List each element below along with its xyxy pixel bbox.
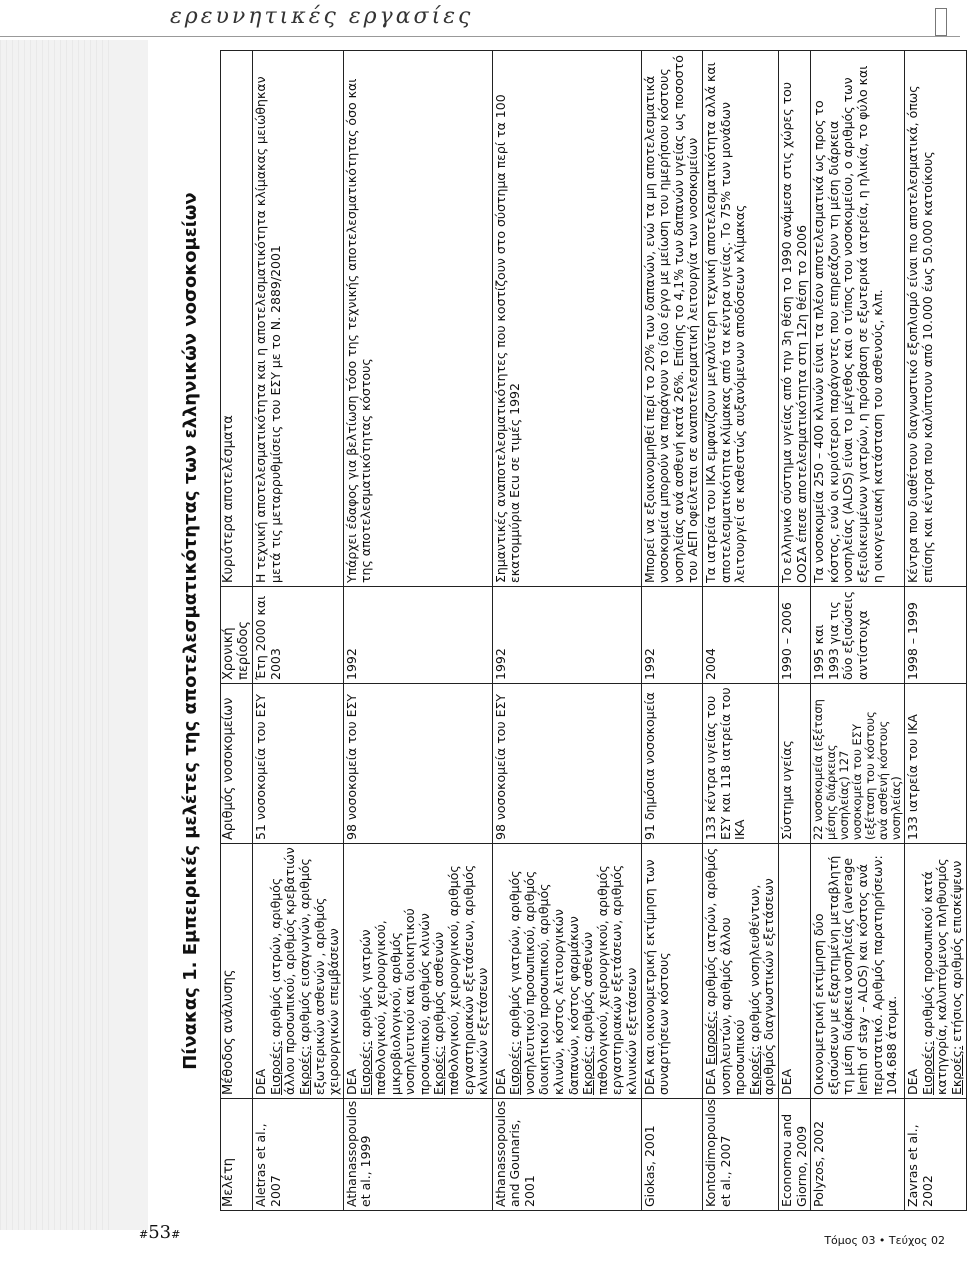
study-cell: Economou and Giorno, 2009	[778, 1099, 810, 1211]
outputs-label: Εκροές:	[948, 1045, 964, 1095]
header-period: Χρονική περίοδος	[221, 587, 253, 684]
hospitals-cell: Σύστημα υγείας	[778, 684, 810, 844]
hospitals-cell: 22 νοσοκομεία (εξέταση μέσης διάρκειας νοσηλείας) 127 νοσοκομεία του ΕΣΥ (εξέταση του κόστους ανά ασθενή κόστους νοσηλείας)	[811, 684, 905, 844]
header-study: Μελέτη	[221, 1099, 253, 1211]
method-cell: DEA και οικονομετρική εκτίμηση των συναρτήσεων κόστους	[641, 844, 702, 1099]
table-row	[492, 51, 641, 1211]
hospitals-cell: 91 δημόσια νοσοκομεία	[641, 684, 702, 844]
method-name: DEA	[905, 1068, 921, 1095]
results-cell: Μπορεί να εξοικονομηθεί περί το 20% των δαπανών, ενώ τα μη αποτελεσματικά νοσοκομεία μπορούν να παράγουν το ίδιο έργο με μείωση του ημερήσιου κόστους νοσηλείας ανά ασθενή κατά 26%. Επίσης το 4,1% των δαπανών υγείας ως ποσοστό του ΑΕΠ οφείλεται σε αναποτελεσματική λειτουργία των νοσοκομείων	[641, 51, 702, 587]
inputs-label: Εισροές:	[507, 1041, 523, 1095]
table-row	[253, 51, 344, 1211]
header-results: Κυριότερα αποτελέσματα	[221, 51, 253, 587]
study-cell: Giokas, 2001	[641, 1099, 702, 1211]
page-number-value: 53	[148, 1222, 172, 1243]
inputs-label: Εισροές:	[919, 1041, 935, 1095]
results-cell: Τα νοσοκομεία 250 – 400 κλινών είναι τα πλέον αποτελεσματικά ως προς το κόστος, ενώ οι κυριότεροι παράγοντες που επηρεάζουν τη μέση διάρκεια νοσηλείας (ALOS) είναι το μέγεθος και ο τύπος του νοσοκομείου, ο αριθμός των εξειδικευμένων γιατρών, η πρόσβαση σε εξωτερικά ιατρεία, η ηλικία, το φύλο και η οικογενειακή κατάσταση του ασθενούς, κλπ.	[811, 51, 905, 587]
method-cell	[703, 844, 779, 1099]
period-cell: 1990 – 2006	[778, 587, 810, 684]
table-row	[811, 51, 905, 1211]
page-number	[139, 1222, 180, 1243]
period-cell: 1992	[343, 587, 492, 684]
outputs-text: αριθμός ασθενών παθολογικού, χειρουργικού, αριθμός εργαστηριακών εξετάσεων, αριθμός κλινικών εξετάσεων	[431, 864, 491, 1095]
hospitals-cell: 98 νοσοκομεία του ΕΣΥ	[343, 684, 492, 844]
header-rule	[0, 36, 960, 37]
inputs-label: Εισροές:	[267, 1041, 283, 1095]
inputs-text: αριθμός γιατρών παθολογικού, χειρουργικού, μικροβιολογικού, αριθμός νοσηλευτικού και διοικητικού προσωπικού, αριθμός κλινών	[358, 908, 432, 1095]
studies-table	[220, 50, 967, 1211]
inputs-label: Εισροές:	[358, 1041, 374, 1095]
table-caption: Πίνακας 1. Εμπειρικές μελέτες της αποτελεσματικότητας των ελληνικών νοσοκομείων	[180, 192, 201, 1070]
rotated-table-block	[160, 51, 964, 1211]
results-cell: Κέντρα που διαθέτουν διαγνωστικό εξοπλισμό είναι πιο αποτελεσματικά, όπως επίσης και κέντρα που καλύπτουν από 10.000 έως 50.000 κατοίκους	[905, 51, 966, 587]
period-cell: Έτη 2000 και 2003	[253, 587, 344, 684]
method-name: DEA	[703, 1068, 718, 1095]
method-cell: Οικονομετρική εκτίμηση δύο εξισώσεων με εξαρτημένη μεταβλητή τη μέση διάρκεια νοσηλείας (average lenth of stay – ALOS) και κόστος ανά περιστατικό. Αριθμός παρατηρήσεων: 104.688 άτομα.	[811, 844, 905, 1099]
study-cell: Polyzos, 2002	[811, 1099, 905, 1211]
inputs-text: αριθμός προσωπικού κατά κατηγορία, καλυπτόμενος πληθυσμός	[919, 858, 950, 1095]
hospitals-cell: 133 ιατρεία του ΙΚΑ	[905, 684, 966, 844]
table-header-row	[221, 51, 253, 1211]
method-name: DEA	[253, 1068, 269, 1095]
method-cell	[253, 844, 344, 1099]
hospitals-cell: 133 κέντρα υγείας του ΕΣΥ και 118 ιατρεία του ΙΚΑ	[703, 684, 779, 844]
table-row	[641, 51, 702, 1211]
header-hospitals: Αριθμός νοσοκομείων	[221, 684, 253, 844]
method-cell	[343, 844, 492, 1099]
section-header-text: ερευνητικές εργασίες	[170, 4, 474, 29]
method-name: DEA	[343, 1068, 359, 1095]
outputs-text: αριθμός εισαγωγών, αριθμός εξωτερικών ασθενών , αριθμός χειρουργικών επεμβάσεων	[296, 858, 342, 1095]
outputs-label: Εκροές:	[746, 1045, 762, 1095]
study-cell: Kontodimopoulos et al., 2007	[703, 1099, 779, 1211]
header-box	[935, 8, 947, 36]
results-cell: Το ελληνικό σύστημα υγείας από την 3η θέση το 1990 ανάμεσα στις χώρες του ΟΟΣΑ έπεσε αποτελεσματικότητα στη 12η θέση το 2006	[778, 51, 810, 587]
period-cell: 1992	[492, 587, 641, 684]
period-cell: 1998 – 1999	[905, 587, 966, 684]
study-cell: Athanassopoulos et al., 1999	[343, 1099, 492, 1211]
outputs-label: Εκροές:	[580, 1045, 596, 1095]
study-cell: Zavras et al., 2002	[905, 1099, 966, 1211]
left-margin-pattern	[0, 40, 110, 1230]
outputs-label: Εκροές:	[431, 1045, 447, 1095]
period-cell: 1992	[641, 587, 702, 684]
inputs-text: αριθμός ιατρών, αριθμός νοσηλευτών, αριθμός άλλου προσωπικού	[703, 847, 748, 1095]
page-number-hash-left: #	[139, 1228, 149, 1241]
hospitals-cell: 51 νοσοκομεία του ΕΣΥ	[253, 684, 344, 844]
header-method: Μέθοδος ανάλυσης	[221, 844, 253, 1099]
outputs-text: αριθμός ασθενών παθολογικού, χειρουργικού, αριθμός εργαστηριακών εξετάσεων, αριθμός κλινικών εξετάσεων	[580, 864, 640, 1095]
outputs-label: Εκροές:	[296, 1045, 312, 1095]
results-cell: Η τεχνική αποτελεσματικότητα και η αποτελεσματικότητα κλίμακας μειώθηκαν μετά τις μεταρρυθμίσεις του ΕΣΥ με το Ν. 2889/2001	[253, 51, 344, 587]
results-cell: Τα ιατρεία του ΙΚΑ εμφανίζουν μεγαλύτερη τεχνική αποτελεσματικότητα αλλά και αποτελεσματικότητα κλίμακας από τα κέντρα υγείας. Το 75% των μονάδων λειτουργεί σε καθεστώς αυξανόμενων αποδόσεων κλίμακας	[703, 51, 779, 587]
method-cell	[492, 844, 641, 1099]
method-cell	[905, 844, 966, 1099]
method-name: DEA	[492, 1068, 508, 1095]
table-row	[778, 51, 810, 1211]
inputs-text: αριθμός ιατρών, αριθμός άλλου προσωπικού, αριθμός κρεβατιών	[267, 847, 298, 1095]
inputs-label: Εισροές:	[703, 1011, 718, 1065]
outputs-text: αριθμός νοσηλευθέντων, αριθμός διαγνωστικών εξετάσεων	[746, 878, 777, 1095]
outputs-text: ετήσιος αριθμός επισκέψεων	[948, 860, 964, 1046]
table-row	[343, 51, 492, 1211]
hospitals-cell: 98 νοσοκομεία του ΕΣΥ	[492, 684, 641, 844]
table-row	[703, 51, 779, 1211]
inputs-text: αριθμός γιατρών, αριθμός νοσηλευτικού προσωπικού, αριθμός διοικητικού προσωπικού, αριθμός κλινών, κόστος λειτουργικών δαπανών, κόστος φαρμάκων	[507, 870, 581, 1095]
results-cell: Υπάρχει έδαφος για βελτίωση τόσο της τεχνικής αποτελεσματικότητας όσο και της αποτελεσματικότητας κόστους	[343, 51, 492, 587]
page-number-hash-right: #	[171, 1228, 181, 1241]
study-cell: Aletras et al., 2007	[253, 1099, 344, 1211]
issue-info: Τόμος 03 • Τεύχος 02	[824, 1234, 945, 1247]
method-cell: DEA	[778, 844, 810, 1099]
period-cell: 2004	[703, 587, 779, 684]
table-row	[905, 51, 966, 1211]
study-cell: Athanassopoulos and Gounaris, 2001	[492, 1099, 641, 1211]
results-cell: Σημαντικές αναποτελεσματικότητες που κοστίζουν στο σύστημα περί τα 100 εκατομμύρια Ecu σε τιμές 1992	[492, 51, 641, 587]
period-cell: 1995 και 1993 για τις δύο εξισώσεις αντίστοιχα	[811, 587, 905, 684]
